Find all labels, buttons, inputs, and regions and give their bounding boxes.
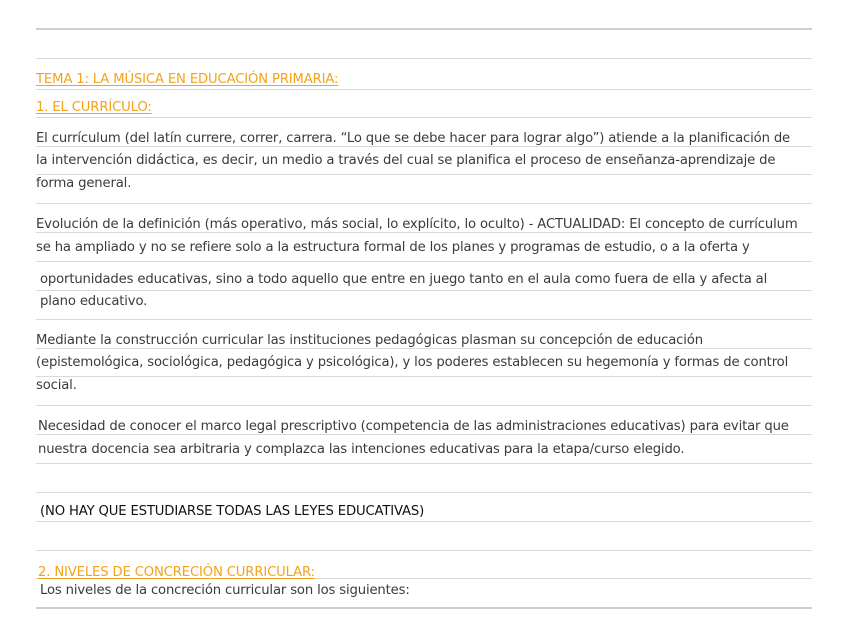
- paragraph-line: nuestra docencia sea arbitraria y complazca las intenciones educativas para la etapa/curso elegido.: [38, 442, 685, 457]
- ruled-line: [36, 319, 812, 320]
- paragraph-line: oportunidades educativas, sino a todo aquello que entre en juego tanto en el aula como fuera de ella y afecta al: [40, 272, 768, 287]
- paragraph-line: (epistemológica, sociológica, pedagógica y psicológica), y los poderes establecen su hegemonía y formas de control: [36, 355, 789, 370]
- paragraph-line: la intervención didáctica, es decir, un medio a través del cual se planifica el proceso de enseñanza-aprendizaje de: [36, 153, 776, 168]
- paragraph-line: Evolución de la definición (más operativo, más social, lo explícito, lo oculto) - ACTUALIDAD: El concepto de currículum: [36, 217, 798, 232]
- heading-niveles: 2. NIVELES DE CONCRECIÓN CURRICULAR:: [38, 565, 315, 580]
- ruled-line: [36, 58, 812, 59]
- paragraph-line: social.: [36, 378, 77, 393]
- paragraph-line: plano educativo.: [40, 294, 148, 309]
- ruled-line: [36, 261, 812, 262]
- heading-curriculo: 1. EL CURRÍCULO:: [36, 100, 152, 115]
- ruled-line: [36, 521, 812, 522]
- paragraph-line: Necesidad de conocer el marco legal prescriptivo (competencia de las administraciones educativas) para evitar que: [38, 419, 789, 434]
- paragraph-line: El currículum (del latín currere, correr, carrera. “Lo que se debe hacer para lograr algo”) atiende a la planificación de: [36, 131, 790, 146]
- notice-text: (NO HAY QUE ESTUDIARSE TODAS LAS LEYES EDUCATIVAS): [40, 504, 425, 519]
- ruled-line: [36, 203, 812, 204]
- ruled-line: [36, 463, 812, 464]
- ruled-line: [36, 405, 812, 406]
- paragraph-line: Los niveles de la concreción curricular son los siguientes:: [40, 583, 410, 598]
- ruled-line: [36, 28, 812, 30]
- ruled-line: [36, 607, 812, 609]
- ruled-line: [36, 89, 812, 90]
- paragraph-line: se ha ampliado y no se refiere solo a la estructura formal de los planes y programas de estudio, o a la oferta y: [36, 240, 750, 255]
- paragraph-line: forma general.: [36, 176, 132, 191]
- ruled-line: [36, 492, 812, 493]
- heading-tema: TEMA 1: LA MÚSICA EN EDUCACIÓN PRIMARIA:: [36, 72, 339, 87]
- ruled-line: [36, 550, 812, 551]
- ruled-line: [36, 117, 812, 118]
- ruled-line: [36, 290, 812, 291]
- paragraph-line: Mediante la construcción curricular las instituciones pedagógicas plasman su concepción de educación: [36, 333, 703, 348]
